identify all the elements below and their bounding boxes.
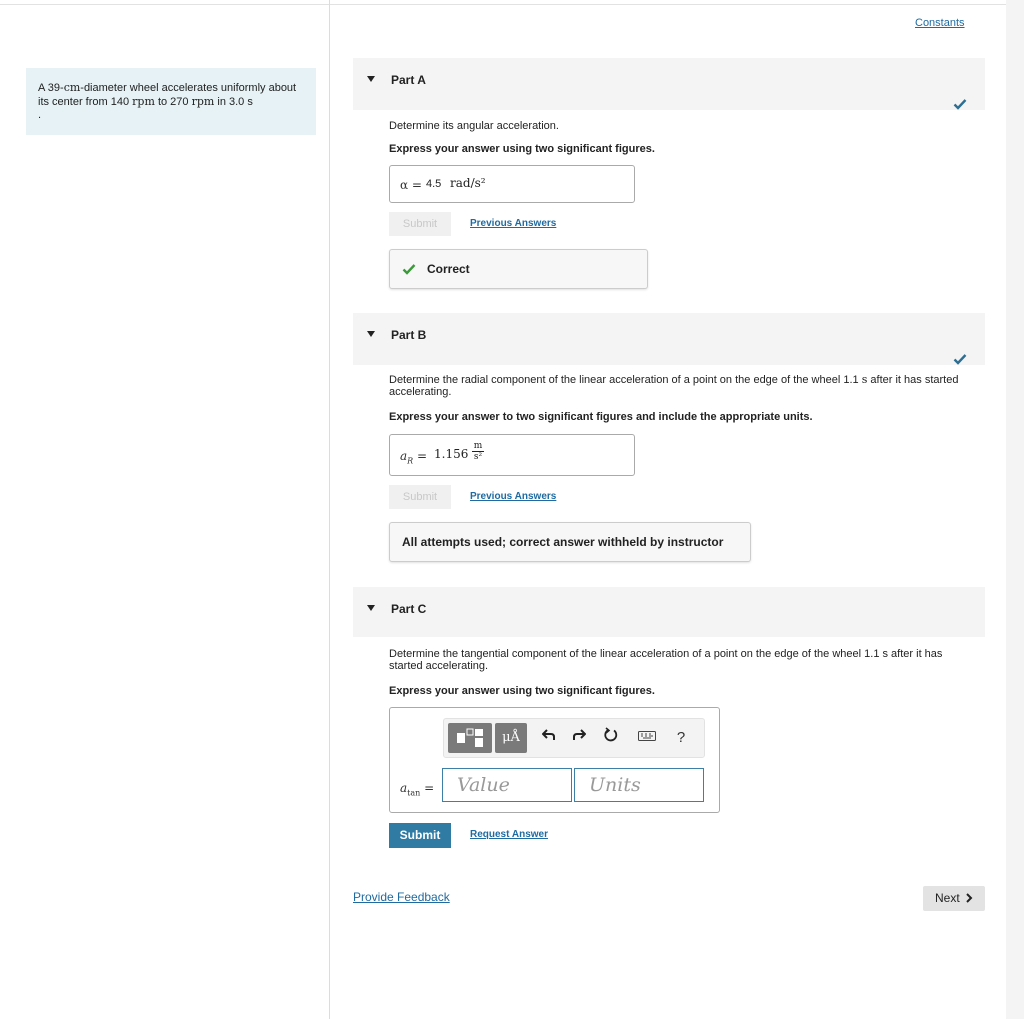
part-a-header[interactable] xyxy=(353,58,985,110)
part-c-prompt: Determine the tangential component of the linear acceleration of a point on the edge of the wheel 1.1 s after it has started accelerating. xyxy=(389,648,943,672)
problem-text-4: in 3.0 s xyxy=(214,96,253,108)
part-c-title: Part C xyxy=(391,602,427,616)
check-icon xyxy=(953,353,967,365)
part-c-answer-eq: = xyxy=(424,781,435,795)
part-b-previous-answers-link[interactable]: Previous Answers xyxy=(470,491,557,502)
part-b-feedback-text: All attempts used; correct answer withheld by instructor xyxy=(402,535,724,549)
provide-feedback-link[interactable]: Provide Feedback xyxy=(353,890,450,904)
collapse-triangle-icon[interactable] xyxy=(367,605,375,611)
problem-unit-rpm-1: rpm xyxy=(132,95,155,108)
part-a-submit-button[interactable]: Submit xyxy=(389,212,451,236)
part-b-answer-sub: R xyxy=(407,456,414,466)
redo-icon[interactable] xyxy=(569,727,589,749)
math-toolbar xyxy=(443,718,705,758)
units-button[interactable]: μÅ xyxy=(495,723,527,753)
part-c-instruction: Express your answer using two significant figures. xyxy=(389,685,655,697)
part-c-header[interactable] xyxy=(353,587,985,637)
scrollbar-gutter[interactable] xyxy=(1006,0,1024,1019)
part-a-title: Part A xyxy=(391,73,426,87)
part-b-prompt-text-1: Determine the radial component of the linear acceleration of a point on the edge of the wheel 1.1 xyxy=(389,374,862,386)
part-b-unit-num: m xyxy=(473,441,483,451)
pane-divider xyxy=(329,0,330,1019)
part-b-prompt-unit: s xyxy=(861,373,868,386)
part-c-answer-sub: tan xyxy=(407,788,421,798)
part-b-unit-den: s² xyxy=(473,452,483,462)
collapse-triangle-icon[interactable] xyxy=(367,331,375,337)
value-input[interactable]: Value xyxy=(442,768,572,802)
part-c-submit-button[interactable]: Submit xyxy=(389,823,451,848)
next-button[interactable] xyxy=(923,886,985,911)
part-a-feedback xyxy=(389,249,648,289)
reset-icon[interactable] xyxy=(601,727,621,750)
part-b-answer-label xyxy=(400,449,427,465)
keyboard-icon[interactable] xyxy=(637,727,657,749)
templates-icon xyxy=(448,723,492,753)
part-a-prompt: Determine its angular acceleration. xyxy=(389,120,559,132)
part-b-answer-unit-fraction xyxy=(472,441,484,462)
part-a-answer-units: rad/s² xyxy=(450,176,486,190)
chevron-right-icon xyxy=(965,893,973,903)
problem-text-1: A 39- xyxy=(38,82,64,94)
problem-text-2: -diameter wheel accelerates uniformly about its center from 140 xyxy=(38,82,297,108)
part-a-previous-answers-link[interactable]: Previous Answers xyxy=(470,218,557,229)
part-b-prompt-text-2: after it has started accelerating. xyxy=(389,374,959,398)
top-divider xyxy=(0,4,1006,5)
next-button-label: Next xyxy=(934,891,960,905)
problem-unit-cm: cm xyxy=(63,81,81,94)
part-b-answer-box xyxy=(389,434,635,476)
part-c-answer-var: a xyxy=(400,781,408,795)
problem-text-end: . xyxy=(38,109,42,121)
part-a-answer-label: α = xyxy=(400,178,422,192)
part-b-answer-eq: = xyxy=(417,449,428,463)
part-b-prompt xyxy=(389,374,969,398)
units-input[interactable]: Units xyxy=(574,768,704,802)
part-a-instruction: Express your answer using two significant figures. xyxy=(389,143,655,155)
part-b-submit-button[interactable]: Submit xyxy=(389,485,451,509)
help-icon[interactable]: ? xyxy=(676,729,686,746)
check-icon xyxy=(402,263,416,275)
check-icon xyxy=(953,98,967,110)
part-b-answer-var: a xyxy=(400,449,408,463)
templates-button[interactable] xyxy=(448,723,492,753)
part-c-answer-editor xyxy=(389,707,720,813)
part-b-instruction: Express your answer to two significant figures and include the appropriate units. xyxy=(389,411,813,423)
part-c-answer-label xyxy=(400,781,434,797)
part-a-answer-box xyxy=(389,165,635,203)
part-b-header[interactable] xyxy=(353,313,985,365)
problem-text-3: to 270 xyxy=(154,96,192,108)
part-b-title: Part B xyxy=(391,328,427,342)
problem-statement xyxy=(26,68,316,135)
request-answer-link[interactable]: Request Answer xyxy=(470,829,548,840)
constants-link[interactable]: Constants xyxy=(915,17,965,29)
problem-unit-rpm-2: rpm xyxy=(191,95,215,108)
part-a-feedback-text: Correct xyxy=(427,262,470,276)
part-b-feedback xyxy=(389,522,751,562)
part-b-answer-value: 1.156 xyxy=(434,447,469,461)
undo-icon[interactable] xyxy=(539,727,559,749)
part-a-answer-value: 4.5 xyxy=(426,178,442,190)
collapse-triangle-icon[interactable] xyxy=(367,76,375,82)
